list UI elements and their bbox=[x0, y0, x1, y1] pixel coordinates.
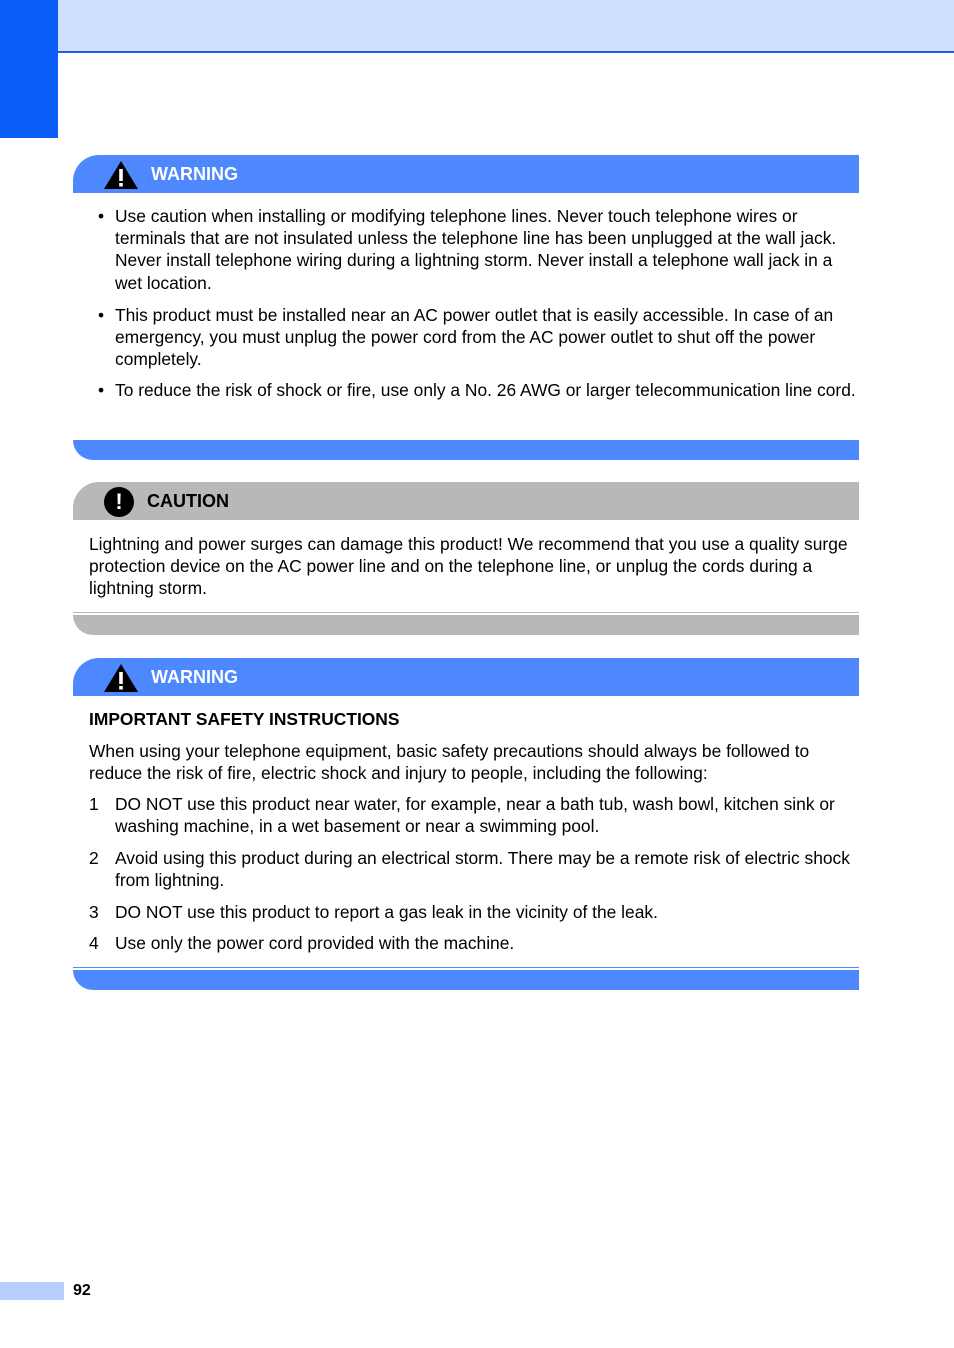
warning-bullet: To reduce the risk of shock or fire, use only a No. 26 AWG or larger telecommunication line cord. bbox=[115, 380, 856, 400]
warning-title: WARNING bbox=[151, 666, 238, 687]
warning-title: WARNING bbox=[151, 163, 238, 184]
caution-divider bbox=[73, 612, 859, 613]
list-item-text: DO NOT use this product to report a gas leak in the vicinity of the leak. bbox=[115, 902, 658, 922]
list-item-number: 4 bbox=[89, 933, 99, 953]
bullet-glyph: • bbox=[98, 206, 105, 226]
bullet-glyph: • bbox=[98, 305, 105, 325]
bullet-glyph: • bbox=[98, 380, 105, 400]
caution-box-header bbox=[73, 482, 859, 520]
list-item-number: 2 bbox=[89, 848, 99, 868]
caution-exclamation-icon: ! bbox=[104, 487, 134, 517]
list-item-text: Use only the power cord provided with the machine. bbox=[115, 933, 515, 953]
warning-triangle-icon bbox=[103, 160, 139, 190]
warning-bullet: This product must be installed near an AC power outlet that is easily accessible. In case of an emergency, you must unplug the power cord from the AC power outlet to shut off the power completely. bbox=[115, 305, 834, 370]
list-item-text: DO NOT use this product near water, for example, near a bath tub, wash bowl, kitchen sink or washing machine, in a wet basement or near a swimming pool. bbox=[115, 794, 835, 837]
caution-body: Lightning and power surges can damage this product! We recommend that you use a quality surge protection device on the AC power line and on the telephone line, or unplug the cords during a lightning storm. bbox=[89, 534, 848, 599]
page-number-tab bbox=[0, 1282, 64, 1300]
warning-box-footer bbox=[73, 440, 859, 460]
warning-box-footer bbox=[73, 970, 859, 990]
safety-intro: When using your telephone equipment, basic safety precautions should always be followed to reduce the risk of fire, electric shock and injury to people, including the following: bbox=[89, 741, 810, 784]
chapter-tab bbox=[0, 0, 58, 138]
warning-divider bbox=[73, 967, 859, 968]
header-band bbox=[0, 0, 954, 53]
caution-box-footer bbox=[73, 615, 859, 635]
safety-instructions-heading: IMPORTANT SAFETY INSTRUCTIONS bbox=[89, 709, 400, 729]
list-item-number: 1 bbox=[89, 794, 99, 814]
list-item-number: 3 bbox=[89, 902, 99, 922]
list-item-text: Avoid using this product during an electrical storm. There may be a remote risk of electric shock from lightning. bbox=[115, 848, 850, 891]
page-number: 92 bbox=[73, 1282, 91, 1299]
warning-box-header bbox=[73, 658, 859, 696]
caution-title: CAUTION bbox=[147, 490, 229, 511]
warning-box-header bbox=[73, 155, 859, 193]
warning-triangle-icon bbox=[103, 663, 139, 693]
warning-bullet: Use caution when installing or modifying telephone lines. Never touch telephone wires or terminals that are not insulated unless the telephone line has been unplugged at the wall jack. Never install telephone wiring during a lightning storm. Never install a telephone wall jack in a wet location. bbox=[115, 206, 837, 293]
